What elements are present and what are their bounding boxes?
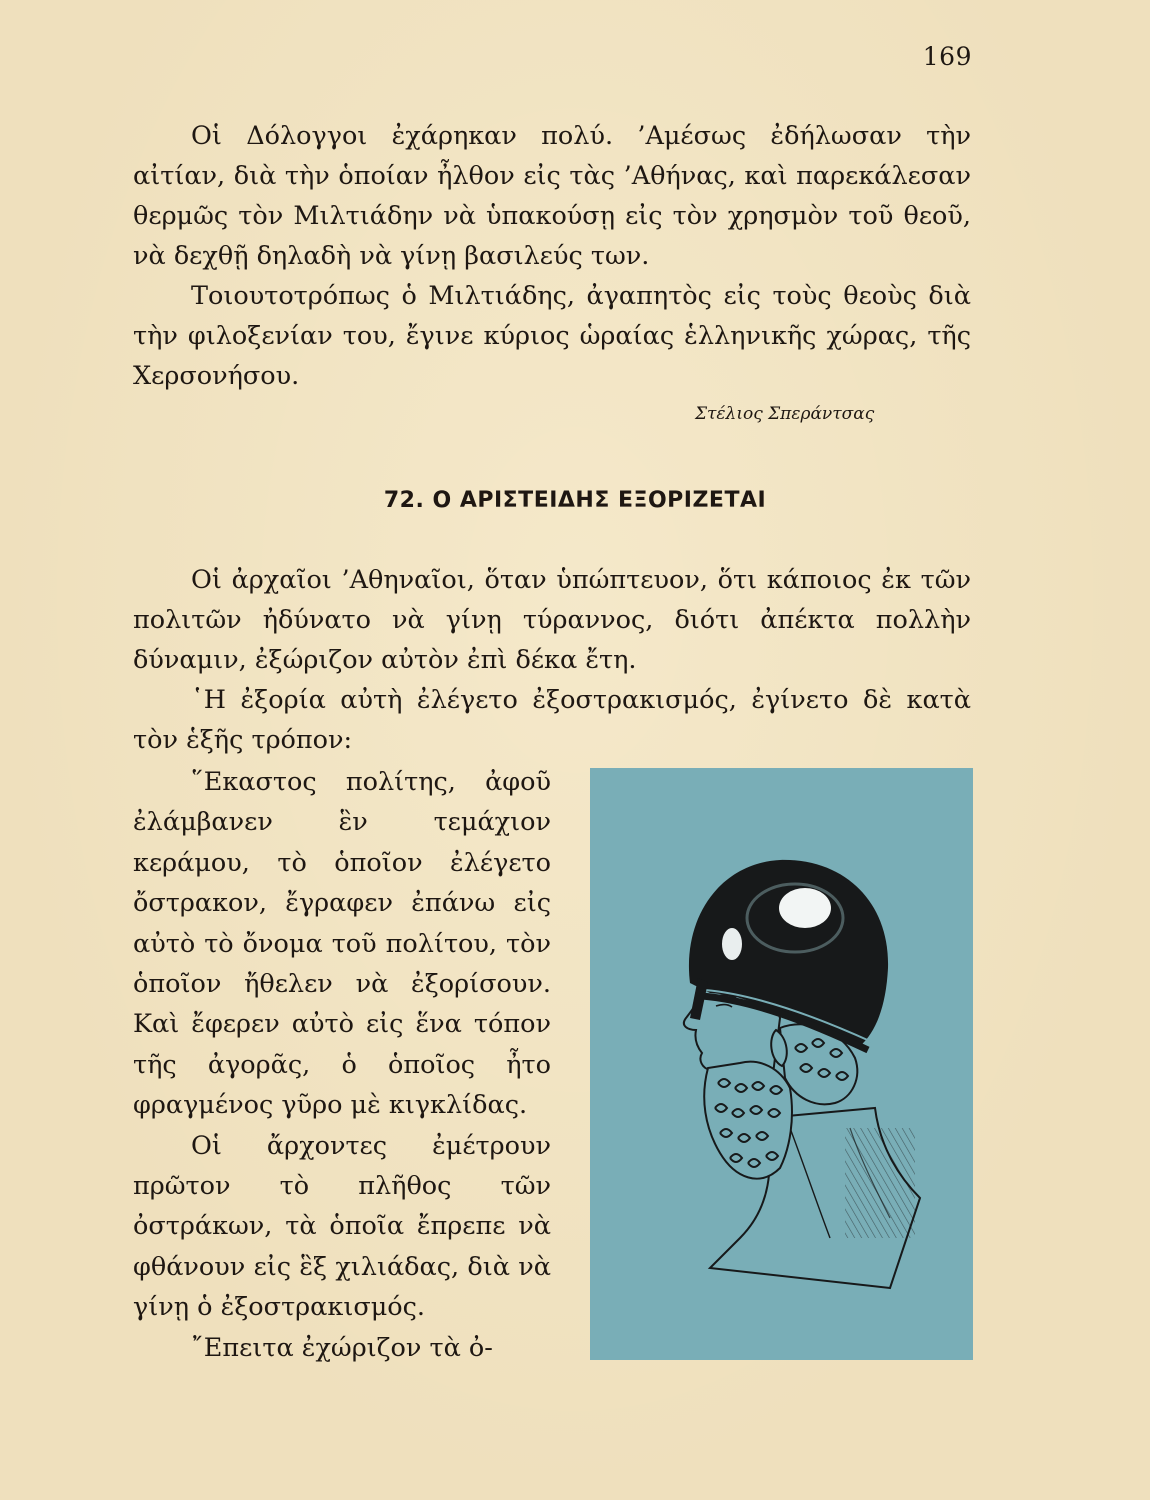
paragraph: ῞Εκαστος πολίτης, ἀφοῦ ἐλάμβανεν ἓν τεμάχιον κεράμου, τὸ ὁποῖον ἐλέγετο ὄστρακον, ἔγραφεν ἐπάνω εἰς αὐτὸ τὸ ὄνομα τοῦ πολίτου, τὸν ὁποῖον ἤθελεν νὰ ἐξορίσουν. Καὶ ἔφερεν αὐτὸ εἰς ἕνα τόπον τῆς ἀγορᾶς, ὁ ὁποῖος ἦτο φραγμένος γῦρο μὲ κιγκλίδας.	[133, 767, 551, 1121]
helmeted-greek-head-icon	[590, 768, 973, 1360]
chapter-text	[133, 560, 971, 760]
paragraph: Οἱ Δόλογγοι ἐχάρηκαν πολύ. ’Αμέσως ἐδήλωσαν τὴν αἰτίαν, διὰ τὴν ὁποίαν ἦλθον εἰς τὰς ’Αθήνας, καὶ παρεκάλεσαν θερμῶς τὸν Μιλτιάδην νὰ ὑπακούσῃ εἰς τὸν χρησμὸν τοῦ θεοῦ, νὰ δεχθῇ δηλαδὴ νὰ γίνῃ βασιλεύς των.	[133, 121, 971, 271]
side-column-text	[133, 762, 551, 1368]
paragraph: Οἱ ἄρχοντες ἐμέτρουν πρῶτον τὸ πλῆθος τῶν ὀστράκων, τὰ ὁποῖα ἔπρεπε νὰ φθάνουν εἰς ἓξ χιλιάδας, διὰ νὰ γίνῃ ὁ ἐξοστρακισμός.	[133, 1130, 551, 1323]
page-number: 169	[922, 42, 972, 71]
paragraph: Οἱ ἀρχαῖοι ’Αθηναῖοι, ὅταν ὑπώπτευον, ὅτι κάποιος ἐκ τῶν πολιτῶν ἠδύνατο νὰ γίνῃ τύραννος, διότι ἀπέκτα πολλὴν δύναμιν, ἐξώριζον αὐτὸν ἐπὶ δέκα ἔτη.	[133, 565, 971, 675]
author-signature: Στέλιος Σπεράντσας	[695, 404, 875, 424]
aristides-illustration	[590, 768, 973, 1360]
chapter-heading: 72. Ο ΑΡΙΣΤΕΙΔΗΣ ΕΞΟΡΙΖΕΤΑΙ	[383, 488, 767, 513]
paragraph: ῎Επειτα ἐχώριζον τὰ ὀ-	[191, 1332, 493, 1363]
intro-text	[133, 116, 971, 396]
paragraph: ῾Η ἐξορία αὐτὴ ἐλέγετο ἐξοστρακισμός, ἐγίνετο δὲ κατὰ τὸν ἑξῆς τρόπον:	[133, 685, 971, 755]
paragraph: Τοιουτοτρόπως ὁ Μιλτιάδης, ἀγαπητὸς εἰς τοὺς θεοὺς διὰ τὴν φιλοξενίαν του, ἔγινε κύριος ὡραίας ἑλληνικῆς χώρας, τῆς Χερσονήσου.	[133, 281, 971, 391]
